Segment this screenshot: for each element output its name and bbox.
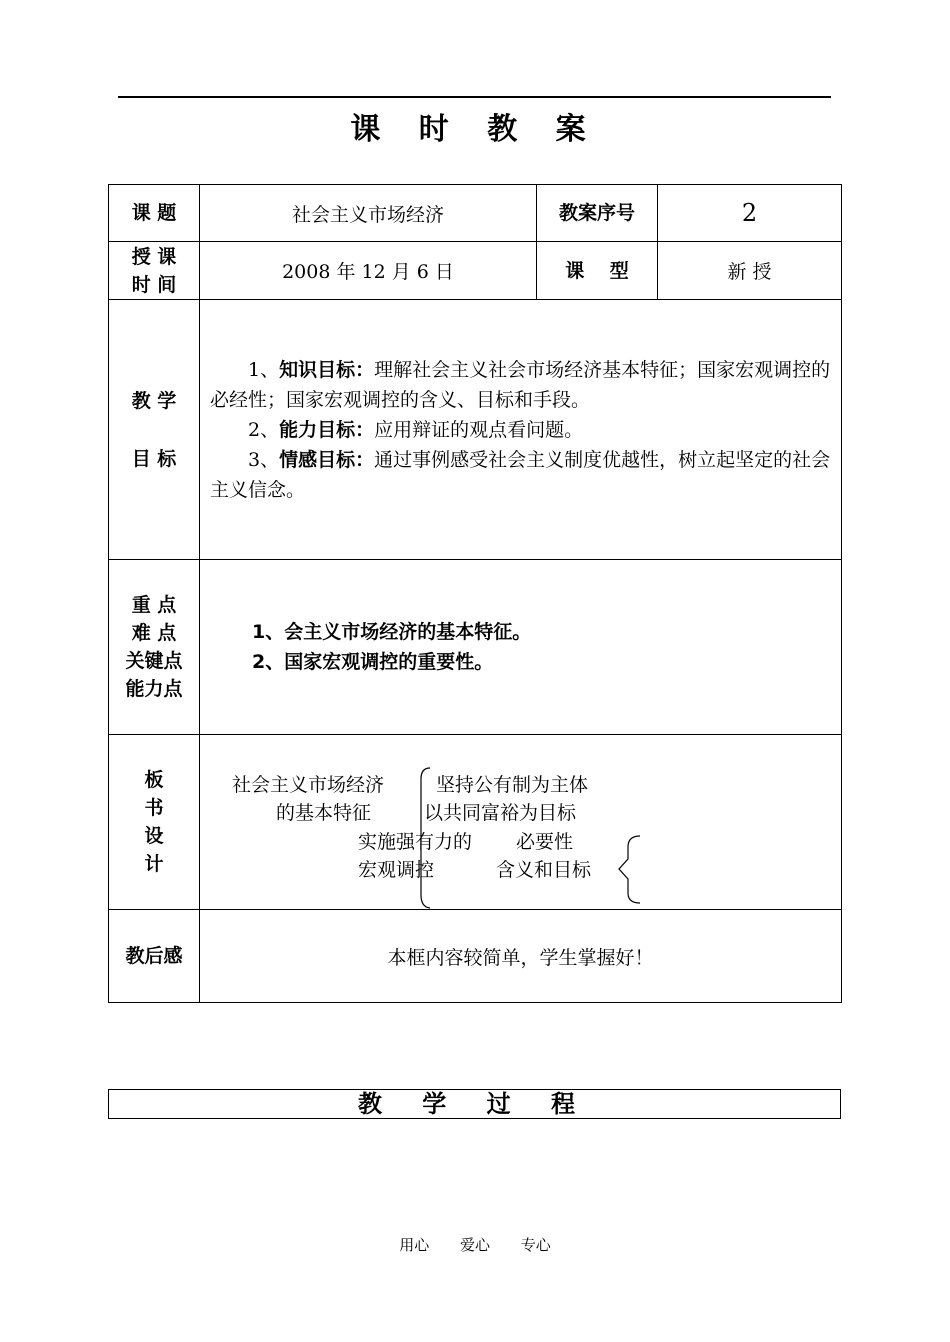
table-row [109,242,842,300]
page-footer: 用心 爱心 专心 [399,1236,551,1254]
keypoint-item: 2、国家宏观调控的重要性。 [252,651,494,673]
keypoints-label-line: 能力点 [125,678,183,700]
lesson-plan-table [108,184,842,1003]
seq-value: 2 [658,185,842,242]
keypoints-label-line: 关键点 [125,650,183,672]
board-sub-line: 必要性 [516,831,574,853]
board-brackets [200,735,832,909]
goals-label-line: 目 标 [131,447,177,470]
board-label-line: 板 [144,769,164,791]
time-value: 2008 年 12 月 6 日 [200,242,537,300]
table-row [109,560,842,735]
board-label-line: 书 [144,797,164,819]
topic-label: 课 题 [109,185,200,242]
seq-label: 教案序号 [537,185,658,242]
goal-ability: 2、能力目标：应用辩证的观点看问题。 [248,418,584,441]
keypoints-content [200,560,842,735]
goals-label-line: 教 学 [131,389,177,412]
board-design [200,735,842,910]
reflection-text: 本框内容较简单，学生掌握好！ [200,910,842,1003]
topic-value: 社会主义市场经济 [200,185,537,242]
keypoints-label-line: 难 点 [131,622,177,644]
keypoints-label-line: 重 点 [131,594,177,616]
table-row [109,735,842,910]
keypoint-item: 1、会主义市场经济的基本特征。 [252,621,532,643]
goals-label [109,300,200,560]
board-left-line: 的基本特征 [276,802,372,824]
board-left-line: 社会主义市场经济 [232,774,385,796]
goal-emotion: 3、情感目标：通过事例感受社会主义制度优越性，树立起坚定的社会主义信念。 [210,448,831,501]
page-title: 课 时 教 案 [350,112,600,147]
reflection-label: 教后感 [109,910,200,1003]
time-label-line: 授 课 [131,245,177,268]
left-brace [421,768,430,908]
board-label-line: 计 [144,853,164,875]
time-label-line: 时 间 [131,273,177,296]
board-sub-line: 含义和目标 [496,859,592,881]
time-label [109,242,200,300]
board-right-line: 实施强有力的 [358,831,473,853]
keypoints-label [109,560,200,735]
table-row [109,300,842,560]
goals-content [200,300,842,560]
right-brace [619,836,640,903]
board-label-line: 设 [144,825,164,847]
type-value: 新 授 [658,242,842,300]
board-right-line: 宏观调控 [358,859,435,881]
board-label [109,735,200,910]
top-rule [118,96,831,98]
table-row [109,185,842,242]
board-right-line: 坚持公有制为主体 [436,774,589,796]
board-right-line: 以共同富裕为目标 [424,802,577,824]
teaching-process-heading: 教 学 过 程 [108,1089,841,1119]
table-row [109,910,842,1003]
goal-knowledge: 1、知识目标：理解社会主义社会市场经济基本特征；国家宏观调控的必经性；国家宏观调控的含义、目标和手段。 [210,358,831,411]
type-label: 课 型 [537,242,658,300]
